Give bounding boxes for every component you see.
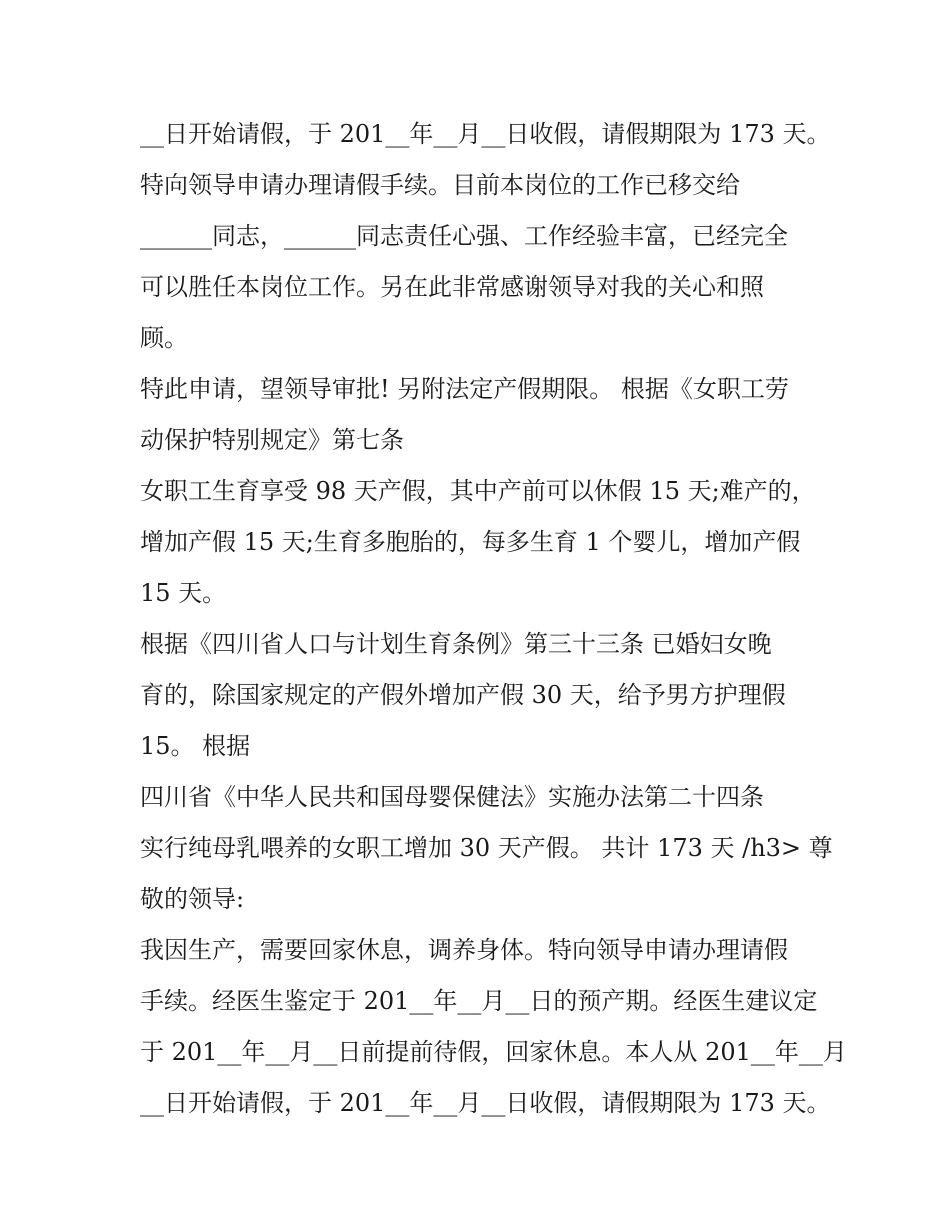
text-line: 实行纯母乳喂养的女职工增加 30 天产假。 共计 173 天 /h3> 尊 [140, 834, 833, 862]
text-line: __日开始请假，于 201__年__月__日收假，请假期限为 173 天。 [140, 1089, 831, 1117]
document-body [140, 109, 847, 1129]
text-line: 特向领导申请办理请假手续。目前本岗位的工作已移交给 [140, 171, 740, 199]
text-line: 15。 根据 [140, 732, 251, 760]
text-line: 特此申请，望领导审批! 另附法定产假期限。 根据《女职工劳 [140, 375, 789, 403]
text-line: 于 201__年__月__日前提前待假，回家休息。本人从 201__年__月 [140, 1038, 847, 1066]
text-line: 动保护特别规定》第七条 [140, 426, 404, 454]
text-line: 四川省《中华人民共和国母婴保健法》实施办法第二十四条 [140, 783, 764, 811]
text-line: 女职工生育享受 98 天产假，其中产前可以休假 15 天;难产的， [140, 477, 816, 505]
text-line: ______同志，______同志责任心强、工作经验丰富，已经完全 [140, 222, 788, 250]
text-line: __日开始请假，于 201__年__月__日收假，请假期限为 173 天。 [140, 120, 831, 148]
text-line: 顾。 [140, 324, 188, 352]
text-line: 我因生产，需要回家休息，调养身体。特向领导申请办理请假 [140, 936, 788, 964]
text-line: 可以胜任本岗位工作。另在此非常感谢领导对我的关心和照 [140, 273, 764, 301]
text-line: 敬的领导: [140, 885, 245, 913]
text-line: 增加产假 15 天;生育多胞胎的，每多生育 1 个婴儿，增加产假 [140, 528, 801, 556]
text-line: 根据《四川省人口与计划生育条例》第三十三条 已婚妇女晚 [140, 630, 772, 658]
text-line: 手续。经医生鉴定于 201__年__月__日的预产期。经医生建议定 [140, 987, 818, 1015]
text-line: 育的，除国家规定的产假外增加产假 30 天，给予男方护理假 [140, 681, 786, 709]
text-line: 15 天。 [140, 579, 227, 607]
